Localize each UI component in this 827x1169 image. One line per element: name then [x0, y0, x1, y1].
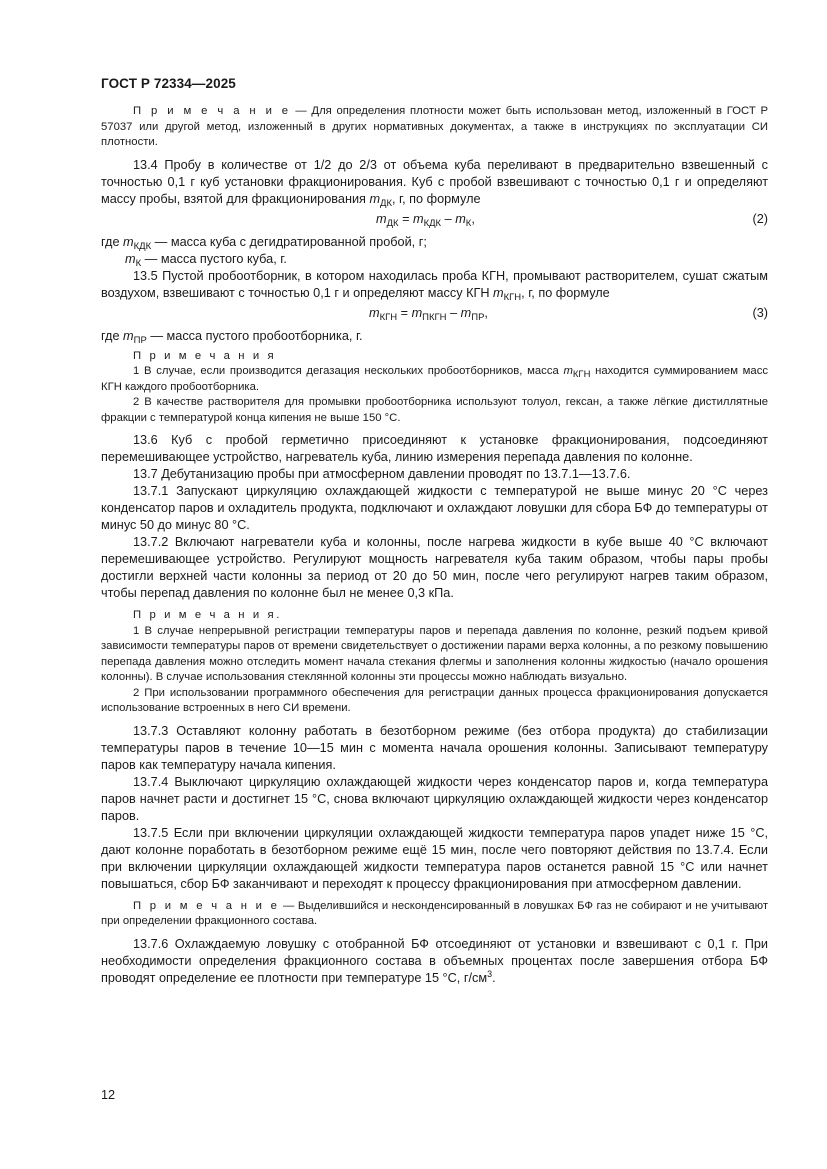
note-item-text: 1 В случае, если производится дегазация нескольких пробоотборников, масса — [133, 365, 564, 377]
variable: m — [376, 211, 387, 226]
paragraph-13-7-3: 13.7.3 Оставляют колонну работать в безотборном режиме (без отбора продукта) до стабилизации температуры паров в течение 10—15 мин с момента начала орошения колонны. Записывают температуру паров как температуру начала кипения. — [101, 723, 768, 772]
variable-subscript: КДК — [423, 217, 442, 229]
where-prefix: где — [101, 234, 124, 249]
equals-sign: = — [398, 211, 414, 226]
variable: m — [493, 285, 504, 300]
note-4-text: — Выделившийся и несконденсированный в ловушках БФ газ не собирают и не учитывают при определении фракционного состава. — [101, 899, 768, 927]
variable-subscript: ДК — [380, 197, 392, 209]
equation-3-number: (3) — [752, 305, 768, 320]
minus-sign: – — [446, 305, 461, 320]
variable: m — [123, 328, 134, 343]
notes-3-head — [101, 608, 768, 624]
paragraph-13-7-5: 13.7.5 Если при включении циркуляции охлаждающей жидкости температура паров упадет ниже 15 °С, дают колонне поработать в безотборном режиме ещё 15 мин, после чего повторяют действия по 13.7.4. Если при включении циркуляции охлаждающей жидкости температура паров останется равной 15 °С или начнет повышаться, сбор БФ заканчивают и переходят к процессу фракционирования при атмосферном давлении. — [101, 825, 768, 891]
variable: m — [369, 191, 381, 206]
paragraph-13-7-6 — [101, 936, 768, 987]
paragraph-13-5 — [101, 268, 768, 302]
variable-subscript: ПР — [471, 311, 485, 323]
equation-3-formula — [369, 305, 488, 323]
punctuation: . — [492, 970, 496, 985]
paragraph-13-4 — [101, 157, 768, 208]
note-1 — [101, 104, 768, 151]
note-4 — [101, 899, 768, 930]
equation-2-number: (2) — [752, 211, 768, 226]
paragraph-13-5-tail: , г, по формуле — [521, 285, 610, 300]
notes-head-text: П р и м е ч а н и я. — [133, 609, 282, 621]
notes-2-item-1 — [101, 364, 768, 395]
page-content — [101, 104, 768, 987]
punctuation: , — [471, 211, 475, 226]
equation-2-formula — [376, 211, 475, 229]
definition-text: — масса куба с дегидратированной пробой, г; — [151, 234, 427, 249]
variable-subscript: КГН — [572, 369, 591, 380]
definition-text: — масса пустого пробоотборника, г. — [146, 328, 363, 343]
paragraph-13-7-2: 13.7.2 Включают нагреватели куба и колонны, после нагрева жидкости в кубе выше 40 °С включают перемешивающее устройство. Регулируют мощность нагревателя куба таким образом, чтобы пары пробы достигли верхней части колонны за период от 20 до 50 мин, после чего регулируют нагрев таким образом, чтобы перепад давления по колонне был не менее 0,3 кПа. — [101, 535, 768, 600]
variable: m — [460, 305, 472, 320]
variable: m — [455, 211, 466, 226]
variable-subscript: ПР — [133, 334, 147, 346]
paragraph-13-4-tail: , г, по формуле — [392, 191, 481, 206]
superscript: 3 — [487, 968, 493, 979]
note-4-head: П р и м е ч а н и е — [133, 899, 280, 912]
where-2-line-2 — [101, 251, 768, 268]
where-3-line — [101, 328, 768, 345]
variable: m — [563, 365, 573, 377]
paragraph-13-6: 13.6 Куб с пробой герметично присоединяют к установке фракционирования, подсоединяют перемешивающее устройство, нагреватель куба, линию измерения перепада давления по колонне. — [101, 433, 768, 464]
variable-subscript: К — [135, 257, 142, 269]
paragraph-13-7: 13.7 Дебутанизацию пробы при атмосферном давлении проводят по 13.7.1—13.7.6. — [133, 467, 631, 481]
paragraph-13-7-4: 13.7.4 Выключают циркуляцию охлаждающей жидкости через конденсатор паров и, когда температура паров начнет расти и достигнет 15 °С, снова включают циркуляцию охлаждающей жидкости через конденсатор паров. — [101, 774, 768, 823]
paragraph-13-4-text: 13.4 Пробу в количестве от 1/2 до 2/3 от объема куба переливают в предварительно взвешенный с точностью 0,1 г куб установки фракционирования. Куб с пробой взвешивают с точностью 0,1 г и определяют массу пробы, взятой для фракционирования — [101, 157, 768, 206]
variable: m — [413, 211, 424, 226]
equation-3 — [101, 302, 768, 328]
paragraph-13-7-6-text: 13.7.6 Охлаждаемую ловушку с отобранной БФ отсоединяют от установки и взвешивают с 0,1 г. При необходимости определения фракционного состава в объемных процентах после завершения отбора БФ проводят определение ее плотности при температуре 15 °С, г/см — [101, 936, 768, 985]
equation-2 — [101, 208, 768, 234]
variable: m — [369, 305, 380, 320]
definition-text: — масса пустого куба, г. — [141, 251, 287, 266]
variable-subscript: ПКГН — [422, 311, 447, 323]
paragraph-13-7-1: 13.7.1 Запускают циркуляцию охлаждающей жидкости с температурой не выше минус 20 °С через конденсатор паров и охладитель продукта, подключают и охлаждают ловушки для сбора БФ до температуры от минус 50 до минус 80 °С. — [101, 484, 768, 532]
variable-subscript: КДК — [133, 240, 152, 252]
variable-subscript: КГН — [503, 291, 522, 303]
variable: m — [123, 234, 134, 249]
note-1-text: — Для определения плотности может быть использован метод, изложенный в ГОСТ Р 57037 или другой метод, изложенный в других нормативных документах, а также в инструкциях по эксплуатации СИ плотности. — [101, 105, 768, 148]
paragraph-13-5-text: 13.5 Пустой пробоотборник, в котором находилась проба КГН, промывают растворителем, сушат сжатым воздухом, взвешивают с точностью 0,1 г и определяют массу КГН — [101, 268, 768, 300]
variable-subscript: ДК — [386, 217, 399, 229]
variable: m — [125, 251, 136, 266]
notes-3-item-2: 2 При использовании программного обеспечения для регистрации данных процесса фракционирования допускается использование встроенных в него СИ времени. — [101, 686, 768, 714]
page-number: 12 — [101, 1088, 116, 1102]
variable-subscript: К — [465, 217, 472, 229]
variable: m — [411, 305, 423, 320]
equals-sign: = — [397, 305, 412, 320]
notes-2-item-2: 2 В качестве растворителя для промывки пробоотборника используют толуол, гексан, а также лёгкие дистиллятные фракции с температурой конца кипения не выше 150 °С. — [101, 396, 768, 424]
where-prefix: где — [101, 328, 124, 343]
note-item-tail: находится суммированием масс КГН каждого пробоотборника. — [101, 365, 768, 393]
document-header: ГОСТ Р 72334—2025 — [101, 76, 236, 91]
notes-head-text: П р и м е ч а н и я — [133, 349, 277, 362]
minus-sign: – — [441, 211, 456, 226]
notes-2-head — [101, 349, 768, 365]
notes-3-item-1: 1 В случае непрерывной регистрации температуры паров и перепада давления по колонне, резкий подъем кривой зависимости температуры паров от времени свидетельствует о достижении парами верха колонны, а по резкому повышению перепада давления можно отследить момент начала стекания флегмы и заполнения колонны жидкостью (начало орошения колонны). В случае использования стеклянной колонны эти процессы можно наблюдать визуально. — [101, 624, 768, 683]
where-2-line-1 — [101, 234, 768, 251]
variable-subscript: КГН — [379, 311, 398, 323]
punctuation: , — [484, 305, 488, 320]
note-1-head: П р и м е ч а н и е — [133, 105, 291, 117]
